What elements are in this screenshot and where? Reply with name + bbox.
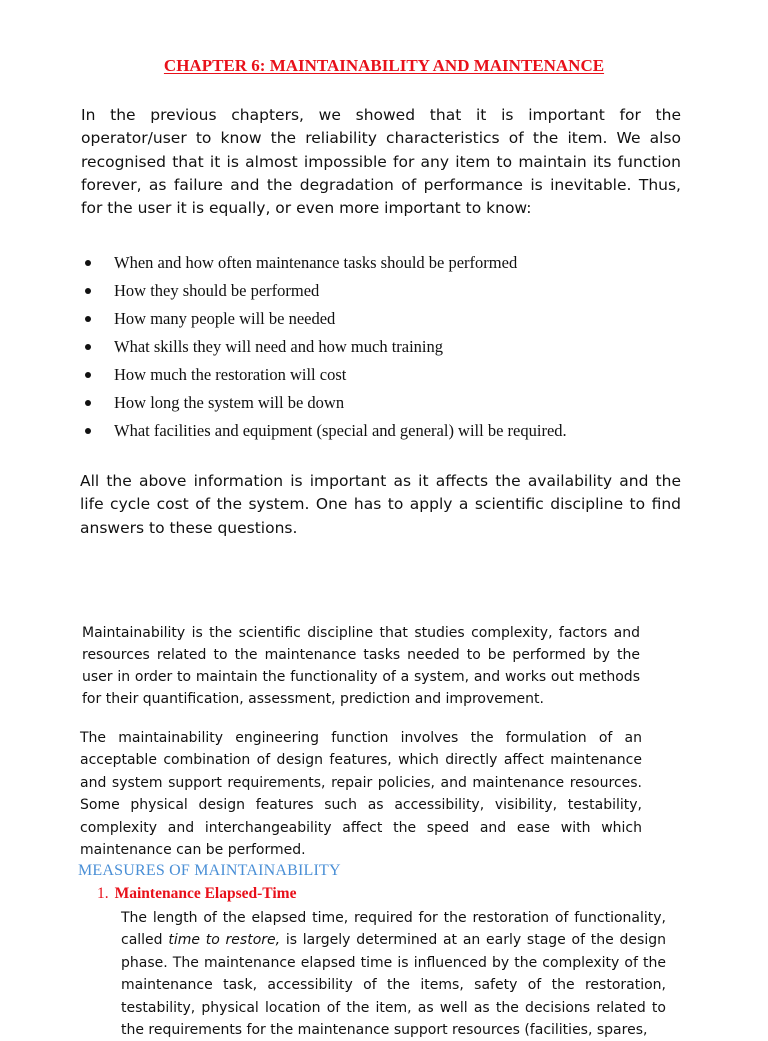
bullet-icon	[85, 316, 91, 322]
bullet-icon	[85, 428, 91, 434]
elapsed-time-paragraph	[121, 907, 666, 1041]
list-item-text: When and how often maintenance tasks should be performed	[114, 253, 518, 272]
bullet-icon	[85, 400, 91, 406]
bullet-icon	[85, 288, 91, 294]
section-heading: MEASURES OF MAINTAINABILITY	[78, 862, 341, 879]
list-item	[82, 361, 682, 389]
intro-paragraph: In the previous chapters, we showed that it is important for the operator/user to know the reliability characteristics of the item. We also recognised that it is almost impossible for any item to maintain its function forever, as failure and the degradation of performance is inevitable. Thus, for the user it is equally, or even more important to know:	[81, 106, 681, 218]
list-item-heading-text: Maintenance Elapsed-Time	[114, 885, 297, 902]
list-item-text: What facilities and equipment (special and general) will be required.	[114, 421, 567, 440]
paragraph-text: The length of the elapsed time, required for the restoration of functionality, called	[121, 910, 666, 949]
paragraph-text: is largely determined at an early stage of the design phase. The maintenance elapsed time is influenced by the complexity of the maintenance task, accessibility of the items, safety of the restoration, testability, physical location of the item, as well as the decisions related to the requirements for the maintenance support resources (facilities, spares,	[121, 932, 666, 1039]
list-item	[82, 305, 682, 333]
emphasis-text: time to restore,	[168, 932, 281, 949]
list-item-text: How many people will be needed	[114, 309, 336, 328]
list-item	[82, 249, 682, 277]
list-item-text: How much the restoration will cost	[114, 365, 347, 384]
bullet-icon	[85, 344, 91, 350]
availability-paragraph: All the above information is important as it affects the availability and the life cycle cost of the system. One has to apply a scientific discipline to find answers to these questions.	[80, 472, 681, 537]
list-item-text: What skills they will need and how much training	[114, 337, 444, 356]
list-item	[82, 389, 682, 417]
bullet-icon	[85, 372, 91, 378]
list-item-number: 1.	[97, 885, 109, 902]
bullet-icon	[85, 260, 91, 266]
definition-paragraph: Maintainability is the scientific discipline that studies complexity, factors and resources related to the maintenance tasks needed to be performed by the user in order to maintain the functionality of a system, and works out methods for their quantification, assessment, prediction and improvement.	[82, 625, 640, 707]
list-item	[82, 333, 682, 361]
list-item-text: How long the system will be down	[114, 393, 345, 412]
requirements-list	[82, 249, 682, 445]
list-item	[82, 277, 682, 305]
chapter-title: CHAPTER 6: MAINTAINABILITY AND MAINTENANCE	[163, 56, 605, 75]
list-item-heading	[97, 885, 296, 903]
engineering-paragraph: The maintainability engineering function involves the formulation of an acceptable combination of design features, which directly affect maintenance and system support requirements, repair policies, and maintenance resources. Some physical design features such as accessibility, visibility, testability, complexity and interchangeability affect the speed and ease with which maintenance can be performed.	[80, 730, 642, 859]
list-item	[82, 417, 682, 445]
list-item-text: How they should be performed	[114, 281, 320, 300]
